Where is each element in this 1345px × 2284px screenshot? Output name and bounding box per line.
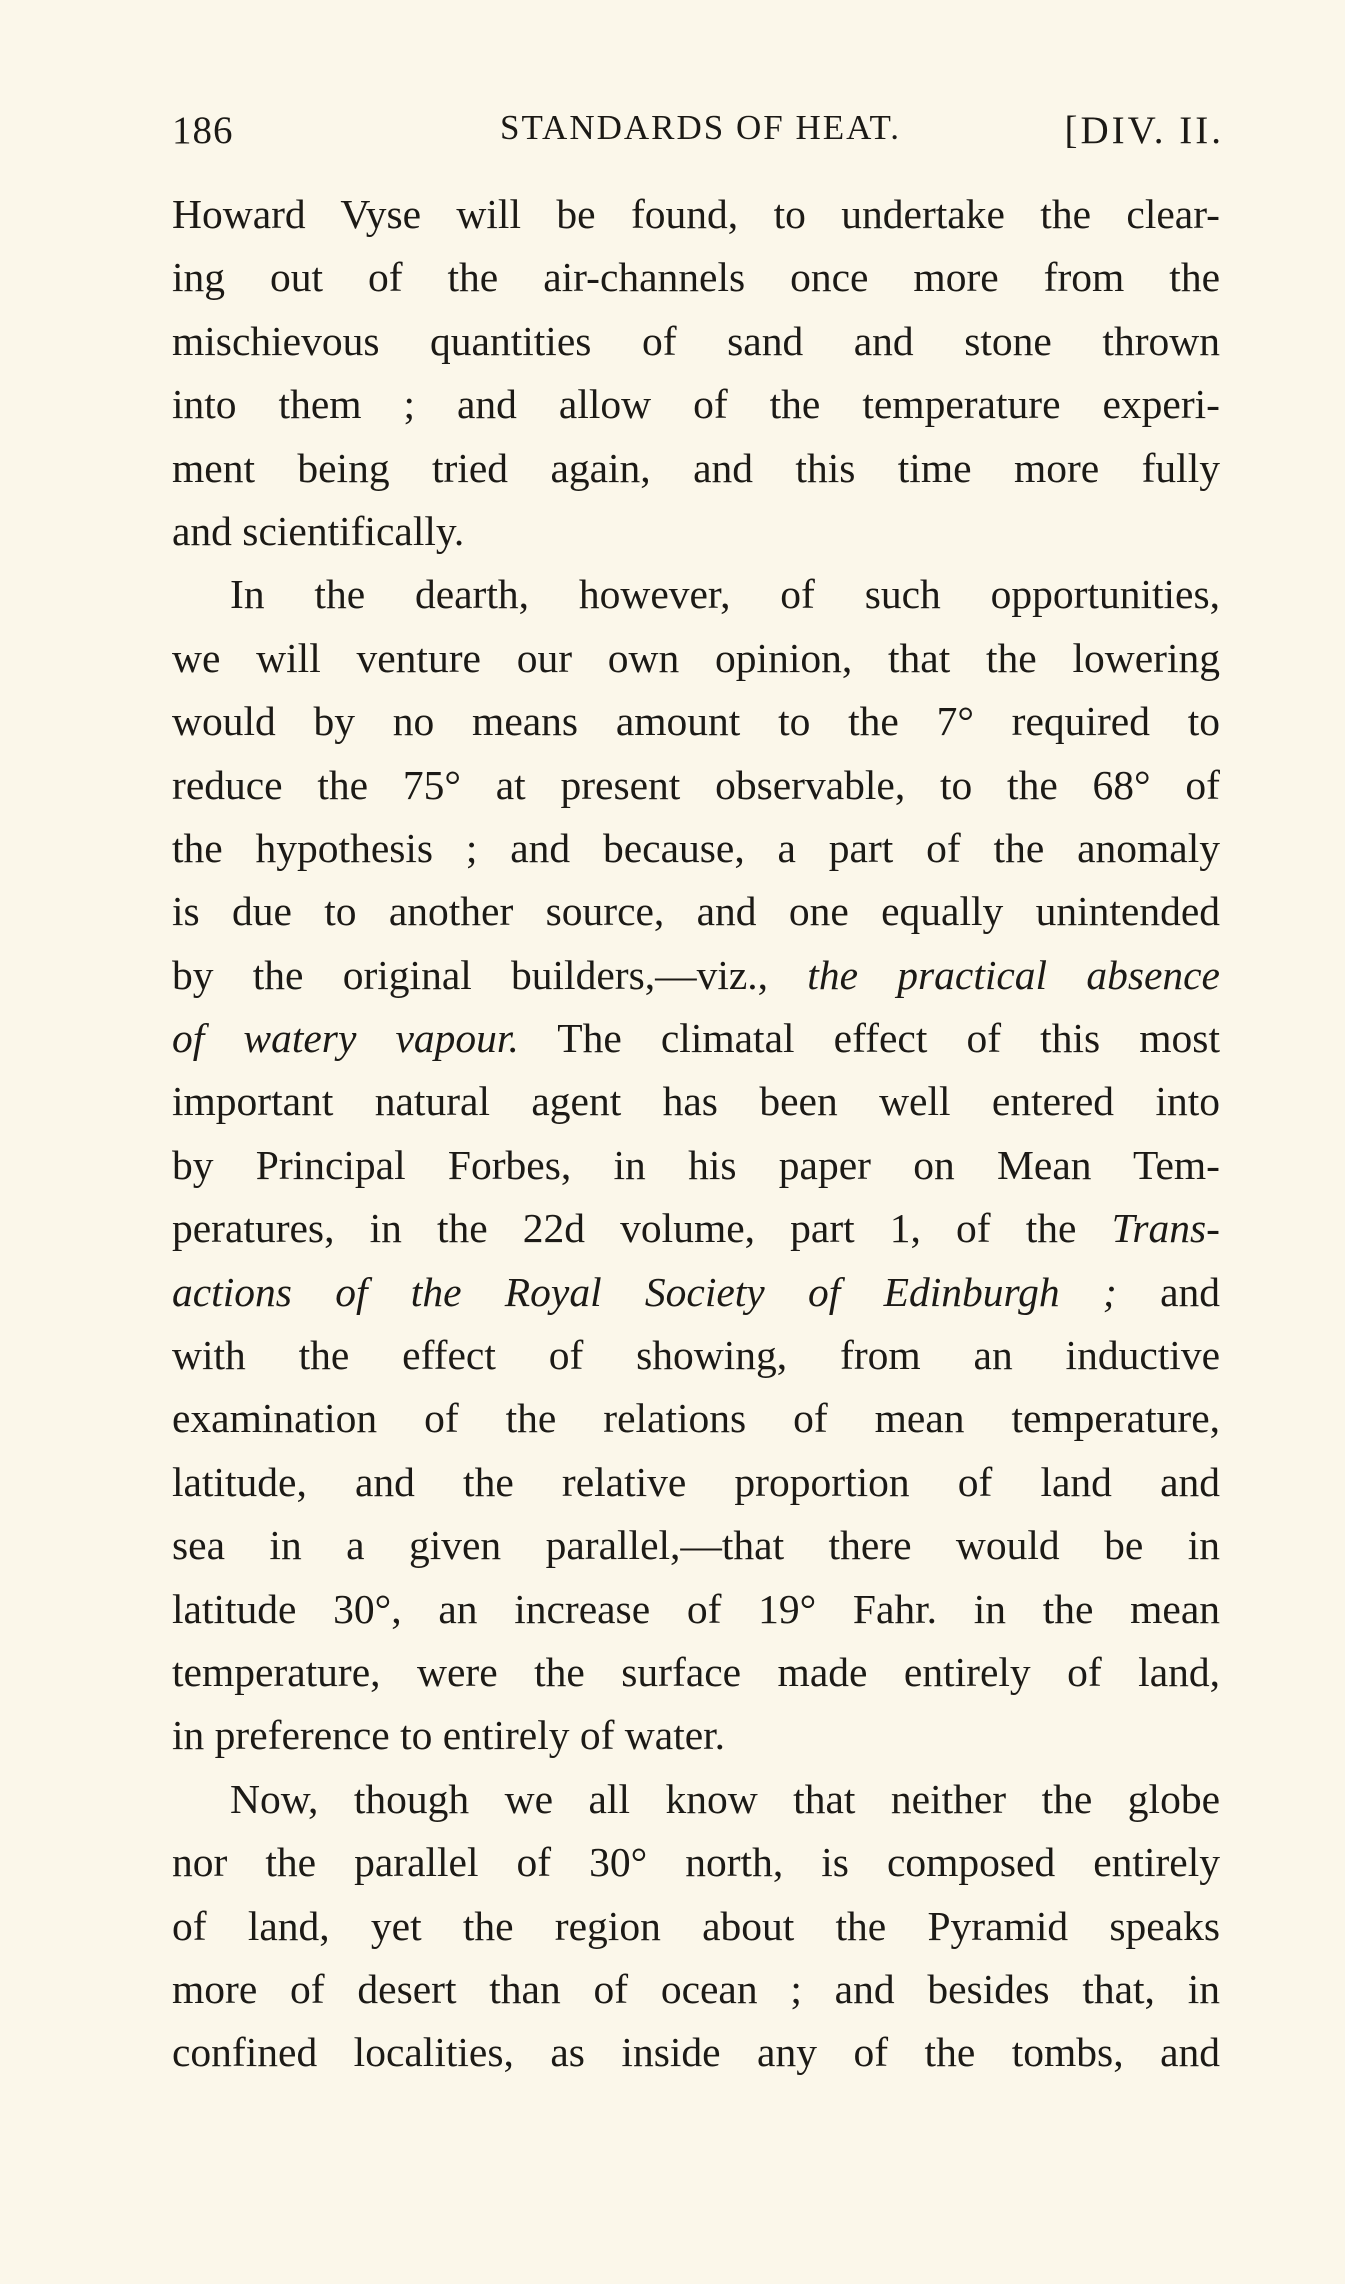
italic-phrase: of watery vapour. — [172, 1015, 519, 1062]
text-line: reduce the 75° at present observable, to the 68° of — [172, 761, 1220, 808]
text-segment: and — [1116, 1268, 1220, 1315]
text-line: temperature, were the surface made entirely of land, — [172, 1648, 1220, 1695]
page-number: 186 — [172, 109, 234, 152]
text-line: ing out of the air-channels once more from the — [172, 254, 1220, 301]
running-head — [172, 108, 1224, 168]
italic-phrase: actions of the Royal Society of Edinburgh ; — [172, 1268, 1117, 1315]
text-segment: by the original builders,—viz., — [172, 951, 808, 998]
text-line — [172, 1261, 1220, 1324]
text-segment: peratures, in the 22d volume, part 1, of the — [172, 1205, 1112, 1252]
text-line: examination of the relations of mean temperature, — [172, 1395, 1220, 1442]
text-line: latitude, and the relative proportion of land and — [172, 1458, 1220, 1505]
text-line — [172, 944, 1220, 1007]
text-line: ment being tried again, and this time more fully — [172, 444, 1220, 491]
text-line: into them ; and allow of the temperature experi- — [172, 381, 1220, 428]
text-line: and scientifically. — [172, 507, 465, 554]
text-line: we will venture our own opinion, that the lowering — [172, 634, 1220, 681]
text-line: In the dearth, however, of such opportunities, — [230, 571, 1220, 618]
text-line: latitude 30°, an increase of 19° Fahr. in the mean — [172, 1585, 1220, 1632]
text-segment: The climatal effect of this most — [518, 1015, 1220, 1062]
text-line: sea in a given parallel,—that there would be in — [172, 1522, 1220, 1569]
text-line: important natural agent has been well entered into — [172, 1078, 1220, 1125]
text-line: Howard Vyse will be found, to undertake the clear- — [172, 191, 1220, 237]
text-line — [172, 1197, 1220, 1260]
text-line: with the effect of showing, from an inductive — [172, 1332, 1220, 1379]
text-line: in preference to entirely of water. — [172, 1712, 726, 1759]
text-line — [172, 1007, 1220, 1070]
division-label: [DIV. II. — [1064, 109, 1224, 152]
text-line: mischievous quantities of sand and stone thrown — [172, 317, 1220, 364]
text-line: by Principal Forbes, in his paper on Mean Tem- — [172, 1141, 1220, 1188]
italic-phrase: the practical absence — [807, 951, 1220, 998]
text-line: of land, yet the region about the Pyramid speaks — [172, 1902, 1220, 1949]
text-line: nor the parallel of 30° north, is composed entirely — [172, 1839, 1220, 1886]
text-line: confined localities, as inside any of the tombs, and — [172, 2029, 1220, 2076]
text-line: is due to another source, and one equally unintended — [172, 888, 1220, 935]
text-line: more of desert than of ocean ; and besides that, in — [172, 1965, 1220, 2012]
text-line: the hypothesis ; and because, a part of the anomaly — [172, 824, 1220, 871]
text-line: Now, though we all know that neither the globe — [230, 1775, 1220, 1822]
italic-phrase: Trans- — [1111, 1205, 1220, 1252]
body-text — [172, 183, 1220, 2085]
running-title: STANDARDS OF HEAT. — [500, 108, 902, 147]
text-line: would by no means amount to the 7° required to — [172, 698, 1220, 745]
